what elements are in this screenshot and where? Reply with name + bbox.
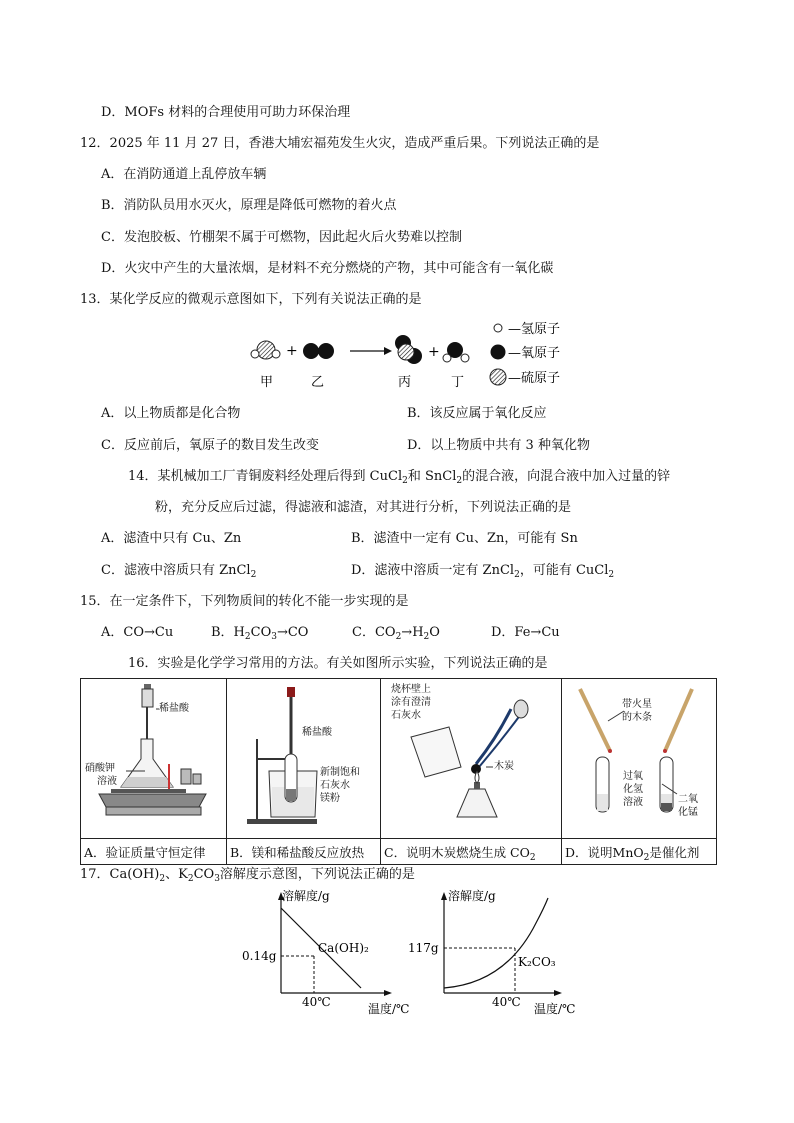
graph1-curve-label: Ca(OH)₂ (318, 941, 369, 955)
legend-sulfur: —硫原子 (508, 371, 561, 386)
label-manganese-dioxide-2: 化锰 (678, 807, 698, 818)
plus-sign: + (428, 344, 440, 360)
label-hydrogen-peroxide-3: 溶液 (623, 797, 643, 808)
name-bing: 丙 (398, 375, 412, 390)
q15-stem: 15．在一定条件下，下列物质间的转化不能一步实现的是 (80, 594, 409, 609)
graph1-xtick: 40℃ (302, 995, 331, 1009)
caption-b: B．镁和稀盐酸反应放热 (227, 839, 381, 865)
sulfur-atom (398, 344, 414, 360)
q13-option-b: B．该反应属于氧化反应 (407, 406, 547, 421)
panel-d (562, 679, 717, 839)
label-solution: 溶液 (97, 776, 117, 787)
q12-option-d: D．火灾中产生的大量浓烟，是材料不充分燃烧的产物，其中可能含有一氧化碳 (101, 261, 554, 276)
q13-stem: 13．某化学反应的微观示意图如下，下列有关说法正确的是 (80, 292, 422, 307)
graph-calcium-hydroxide (242, 888, 392, 1009)
oxygen-atom (303, 343, 319, 359)
legend-oxygen-icon (491, 345, 506, 360)
caption-a: A．验证质量守恒定律 (81, 839, 227, 865)
q15-option-a: A．CO→Cu (101, 625, 174, 640)
label-limewater: 石灰水 (320, 780, 350, 791)
name-yi: 乙 (311, 375, 325, 390)
q14-stem-line1: 14．某机械加工厂青铜废料经处理后得到 CuCl$_2$和 SnCl$_2$的混合液，向混合液中加入过量的锌 (128, 469, 671, 486)
graph2-ylabel: 溶解度/g (448, 889, 496, 903)
graph2-xlabel: 温度/℃ (534, 1002, 576, 1016)
label-magnesium-powder: 镁粉 (320, 793, 340, 804)
label-limewater: 石灰水 (391, 710, 421, 721)
graph-potassium-carbonate (408, 888, 575, 1016)
q11-option-d: D．MOFs 材料的合理使用可助力环保治理 (101, 105, 351, 120)
name-jia: 甲 (260, 375, 274, 390)
q12-stem: 12．2025 年 11 月 27 日，香港大埔宏福苑发生火灾，造成严重后果。下列说法正确的是 (80, 136, 600, 151)
hydrogen-atom (251, 350, 259, 358)
molecule-bing (395, 335, 422, 364)
label-charcoal: 木炭 (494, 761, 514, 772)
hydrogen-atom (461, 354, 469, 362)
caption-c: C．说明木炭燃烧生成 $CO_2$ (381, 839, 562, 865)
molecule-yi (303, 343, 334, 359)
hydrogen-atom (272, 350, 280, 358)
q17-stem: 17．$Ca(OH)_2$、$K_2CO_3$溶解度示意图，下列说法正确的是 (80, 867, 415, 884)
label-hydrogen-peroxide-2: 化氢 (623, 784, 643, 795)
label-manganese-dioxide-1: 二氧 (678, 794, 698, 805)
label-hydrogen-peroxide-1: 过氧 (623, 771, 643, 782)
q14-option-c: C．滤液中溶质只有 ZnCl$_2$ (101, 563, 257, 580)
q16-experiment-table (80, 678, 717, 865)
q14-option-b: B．滤渣中一定有 Cu、Zn，可能有 Sn (351, 531, 578, 546)
panel-a (81, 679, 227, 839)
q12-option-a: A．在消防通道上乱停放车辆 (101, 167, 267, 182)
q12-option-c: C．发泡胶板、竹棚架不属于可燃物，因此起火后火势难以控制 (101, 230, 462, 245)
oxygen-atom (318, 343, 334, 359)
q13-option-d: D．以上物质中共有 3 种氧化物 (407, 438, 590, 453)
balance-flask-figure (81, 679, 226, 834)
q14-option-d: D．滤液中溶质一定有 ZnCl$_2$，可能有 CuCl$_2$ (351, 563, 615, 580)
label-glowing: 带火星 (622, 699, 652, 710)
graph1-ylabel: 溶解度/g (282, 889, 330, 903)
q14-stem-line2: 粉，充分反应后过滤，得滤液和滤渣，对其进行分析，下列说法正确的是 (155, 500, 572, 515)
label-splint: 的木条 (622, 712, 652, 723)
q13-option-a: A．以上物质都是化合物 (101, 406, 241, 421)
legend-oxygen: —氧原子 (508, 346, 561, 361)
q15-option-b: B．$H_2CO_3\to CO$ (211, 625, 309, 642)
label-hydrochloric-acid: 稀盐酸 (159, 703, 189, 714)
q16-stem: 16．实验是化学学习常用的方法。有关如图所示实验，下列说法正确的是 (128, 656, 548, 671)
q12-option-b: B．消防队员用水灭火，原理是降低可燃物的着火点 (101, 198, 397, 213)
label-coated-with: 涂有澄清 (391, 697, 431, 708)
legend-hydrogen-icon (494, 324, 502, 332)
plus-sign: + (286, 343, 298, 359)
q17-solubility-graphs (236, 888, 586, 1016)
beaker-test-tube-figure (227, 679, 380, 834)
graph1-xlabel: 温度/℃ (368, 1002, 410, 1016)
molecule-ding (443, 342, 469, 362)
q13-option-c: C．反应前后，氧原子的数目发生改变 (101, 438, 319, 453)
caption-d: D．说明MnO$_2$是催化剂 (562, 839, 717, 865)
legend-hydrogen: —氢原子 (508, 322, 561, 337)
legend-sulfur-icon (490, 369, 506, 385)
label-beaker-wall: 烧杯壁上 (391, 684, 431, 695)
panel-b (227, 679, 381, 839)
q15-option-c: C．$CO_2\to H_2O$ (352, 625, 440, 642)
graph2-ytick: 117g (408, 941, 439, 955)
graph2-xtick: 40℃ (492, 995, 521, 1009)
label-fresh-saturated: 新制饱和 (320, 767, 360, 778)
q14-option-a: A．滤渣中只有 Cu、Zn (101, 531, 242, 546)
k2co3-curve (444, 898, 548, 988)
hydrogen-atom (443, 354, 451, 362)
panel-c (381, 679, 562, 839)
q13-reaction-diagram (240, 316, 590, 394)
label-potassium-nitrate: 硝酸钾 (85, 763, 115, 774)
graph2-curve-label: K₂CO₃ (518, 955, 556, 969)
graph1-ytick: 0.14g (242, 949, 277, 963)
molecule-jia (251, 341, 280, 359)
label-hydrochloric-acid: 稀盐酸 (302, 727, 332, 738)
q15-option-d: D．Fe→Cu (491, 625, 560, 640)
name-ding: 丁 (451, 375, 465, 390)
